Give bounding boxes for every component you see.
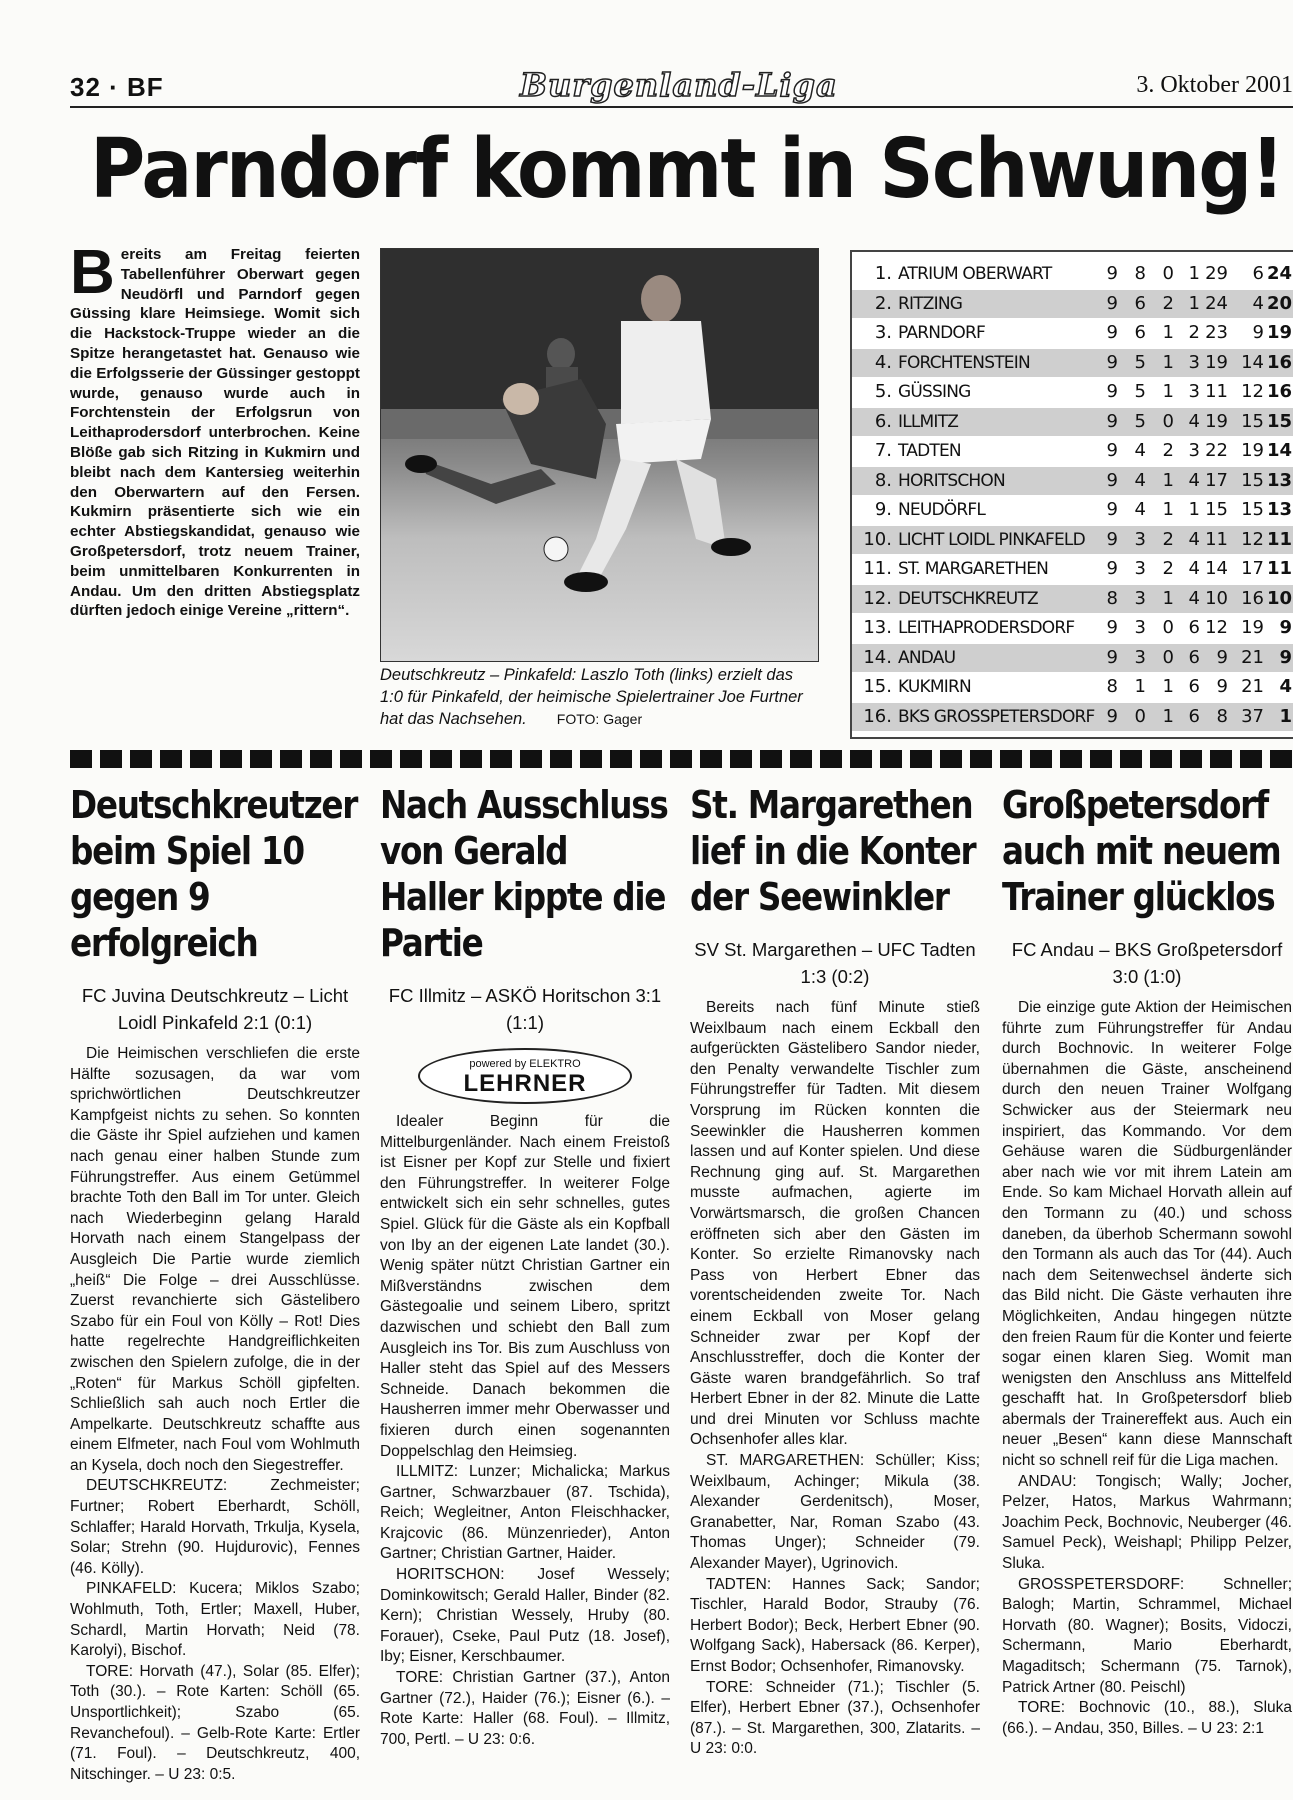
standings-gp: 8: [1106, 676, 1118, 697]
article-paragraph: Bereits nach fünf Minute stieß Weixlbaum nach einem Eckball den aufgerückten Gästelibero Sandor nieder, den Penalty verwandelte Tischler zum Führungstreffer für Tadten. Mit diesem Vorsprung im Rücken konnten die Seewinkler die Hausherren kommen lassen und auf Konter spielen. Und diese Rechnung ging auf. St. Margarethen musste aufmachen, agierte im Vorwärtsmarsch, die großen Chancen eröffneten sich aber den Gästen im Konter. So erzielte Rimanovsky nach Pass von Herbert Ebner das vorentscheidenden zweite Tor. Nach einem Eckball von Moser gelang Schneider zwar per Kopf der Anschlusstreffer, doch die Konter der Gäste waren brandgefährlich. So traf Herbert Ebner in der 82. Minute die Latte und drei Minuten vor Schluss machte Ochsenhofer alles klar.: [690, 999, 980, 1449]
standings-d: 2: [1162, 440, 1174, 461]
standings-gp: 9: [1106, 558, 1118, 579]
standings-pts: 15: [1266, 410, 1292, 432]
caption-text: Deutschkreutz – Pinkafeld: Laszlo Toth (links) erzielt das 1:0 für Pinkafeld, der heimische Spielertrainer Joe Furtner hat das Nachsehen.: [380, 666, 803, 728]
standings-gp: 9: [1106, 705, 1118, 727]
sponsor-tagline: powered by ELEKTRO: [469, 1058, 581, 1070]
standings-gf: 23: [1205, 322, 1228, 343]
standings-w: 4: [1134, 469, 1146, 491]
standings-d: 1: [1162, 351, 1174, 373]
standings-w: 5: [1134, 351, 1146, 373]
standings-gf: 11: [1205, 381, 1228, 402]
standings-pts: 11: [1266, 528, 1292, 550]
standings-team: LEITHAPRODERSDORF: [898, 618, 1075, 638]
standings-team: KUKMIRN: [898, 677, 971, 697]
lineup-away: PINKAFELD: Kucera; Miklos Szabo; Wohlmuth, Toth, Ertler; Maxell, Huber, Schardl, Martin Horvath; Neid (78. Karolyi), Bischof.: [70, 1580, 360, 1660]
standings-d: 2: [1162, 292, 1174, 314]
standings-row: [852, 319, 1293, 348]
standings-pts: 19: [1266, 322, 1292, 343]
standings-w: 3: [1134, 558, 1146, 579]
standings-pts: 24: [1266, 263, 1292, 284]
standings-team: ANDAU: [898, 647, 956, 668]
standings-gp: 9: [1106, 469, 1118, 491]
standings-w: 3: [1134, 646, 1146, 668]
standings-l: 4: [1188, 410, 1200, 432]
standings-team: ATRIUM OBERWART: [898, 264, 1052, 284]
match-result: FC Andau – BKS Großpetersdorf 3:0 (1:0): [1011, 939, 1283, 987]
standings-team: HORITSCHON: [898, 470, 1005, 491]
article-body: [380, 1112, 670, 1750]
match-photo: [380, 248, 819, 662]
standings-rank: 3.: [874, 322, 892, 343]
standings-row: [852, 496, 1293, 525]
sponsor-badge: [418, 1048, 632, 1104]
standings-pts: 13: [1266, 499, 1292, 520]
goals-summary: TORE: Christian Gartner (37.), Anton Gartner (72.), Haider (76.); Eisner (6.). – Rote Karte: Haller (68. Foul). – Illmitz, 700, Pertl. – U 23: 0:6.: [380, 1669, 670, 1748]
standings-team: ILLMITZ: [898, 411, 959, 432]
standings-team: BKS GROSSPETERSDORF: [898, 706, 1095, 727]
standings-gp: 9: [1106, 322, 1118, 343]
standings-d: 0: [1162, 646, 1174, 668]
standings-gf: 17: [1205, 469, 1228, 491]
lineup-home: ILLMITZ: Lunzer; Michalicka; Markus Gartner, Schwarzbauer (87. Tschida), Reich; Wegleitner, Anton Fleischhacker, Krajcovic (86. Münzenrieder), Anton Gartner; Christian Gartner, Haider.: [380, 1463, 670, 1563]
standings-d: 1: [1162, 676, 1174, 697]
article-title: St. Margarethen lief in die Konter der Seewinkler: [690, 783, 976, 919]
standings-ga: 37: [1241, 705, 1264, 727]
standings-pts: 16: [1266, 381, 1292, 402]
standings-ga: 15: [1241, 410, 1264, 432]
standings-pts: 16: [1266, 351, 1292, 373]
standings-l: 4: [1188, 558, 1200, 579]
standings-row: [852, 585, 1293, 614]
standings-w: 3: [1134, 617, 1146, 638]
article-body: [690, 998, 980, 1760]
standings-ga: 14: [1241, 351, 1264, 373]
drop-cap: B: [70, 238, 115, 307]
standings-l: 4: [1188, 587, 1200, 609]
standings-team: ST. MARGARETHEN: [898, 559, 1049, 579]
standings-gf: 19: [1205, 410, 1228, 432]
lead-text: ereits am Freitag feierten Tabellenführer Oberwart gegen Neudörfl und Parndorf gegen Güssing klare Heimsiege. Womit sich die Hackstock-Truppe wieder an die Spitze herangetastet hat. Genauso wie die Erfolgsserie der Güssinger gestoppt wurde, genauso wurde auch in Forchtenstein der Erfolgsrun von Leithaprodersdorf unterbrochen. Keine Blöße gab sich Ritzing in Kukmirn und bleibt nach dem Kantersieg weiterhin den Oberwartern auf den Fersen. Kukmirn präsentierte sich wie ein echter Abstiegskandidat, genauso wie Großpetersdorf, trotz neuem Trainer, beim unmittelbaren Konkurrenten in Andau. Um den dritten Abstiegsplatz dürften jedoch einige Vereine „rittern“.: [70, 246, 360, 620]
standings-d: 1: [1162, 705, 1174, 727]
standings-table: [850, 250, 1293, 739]
standings-row: [852, 260, 1293, 289]
standings-gp: 9: [1106, 499, 1118, 520]
standings-d: 2: [1162, 558, 1174, 579]
goals-summary: TORE: Horvath (47.), Solar (85. Elfer); Toth (30.). – Rote Karten: Schöll (65. Unsportlichkeit); Szabo (65. Revanchefoul). – Gelb-Rote Karte: Ertler (71. Foul). – Deutschkreutz, 400, Nitschinger. – U 23: 0:5.: [70, 1662, 360, 1783]
standings-w: 6: [1134, 292, 1146, 314]
standings-rank: 11.: [863, 558, 892, 579]
standings-l: 1: [1188, 263, 1200, 284]
standings-gp: 8: [1106, 587, 1118, 609]
standings-row: [852, 644, 1293, 673]
standings-row: [852, 555, 1293, 584]
standings-team: FORCHTENSTEIN: [898, 352, 1030, 373]
standings-pts: 13: [1266, 469, 1292, 491]
standings-gf: 19: [1205, 351, 1228, 373]
standings-l: 4: [1188, 469, 1200, 491]
article-deutschkreutz: [70, 782, 360, 1785]
lineup-home: ST. MARGARETHEN: Schüller; Kiss; Weixlbaum, Achinger; Mikula (38. Alexander Gerdenitsch), Moser, Granabetter, Nar, Roman Szabo (43. Thomas Unger); Schneider (79. Alexander Mayer), Ugrinovich.: [690, 1452, 980, 1573]
match-result: FC Illmitz – ASKÖ Horitschon 3:1 (1:1): [388, 985, 662, 1033]
standings-row: [852, 408, 1293, 437]
section-title: Burgenland-Liga: [520, 66, 838, 104]
standings-team: PARNDORF: [898, 323, 985, 343]
standings-gf: 29: [1205, 263, 1228, 284]
standings-l: 6: [1188, 646, 1200, 668]
standings-ga: 6: [1252, 263, 1264, 284]
standings-team: TADTEN: [898, 441, 961, 461]
standings-gf: 9: [1216, 676, 1228, 697]
standings-team: RITZING: [898, 293, 963, 314]
standings-w: 6: [1134, 322, 1146, 343]
article-grosspetersdorf: [1002, 782, 1292, 1739]
standings-d: 0: [1162, 410, 1174, 432]
standings-w: 4: [1134, 440, 1146, 461]
standings-l: 2: [1188, 322, 1200, 343]
sponsor-name: LEHRNER: [463, 1070, 587, 1097]
standings-gf: 9: [1216, 646, 1228, 668]
standings-l: 6: [1188, 617, 1200, 638]
standings-rank: 12.: [863, 587, 892, 609]
article-title: Großpetersdorf auch mit neuem Trainer glücklos: [1002, 783, 1281, 919]
standings-w: 1: [1134, 676, 1146, 697]
standings-pts: 14: [1266, 440, 1292, 461]
lineup-home: DEUTSCHKREUTZ: Zechmeister; Furtner; Robert Eberhardt, Schöll, Schlaffer; Harald Horvath, Trkulja, Kysela, Solar; Strehn (90. Hujdurovic), Fennes (46. Kölly).: [70, 1477, 360, 1577]
standings-l: 6: [1188, 705, 1200, 727]
standings-rank: 15.: [863, 676, 892, 697]
standings-d: 1: [1162, 322, 1174, 343]
standings-row: [852, 673, 1293, 702]
standings-w: 5: [1134, 410, 1146, 432]
page-headline: Parndorf kommt in Schwung!: [90, 122, 1283, 217]
standings-row: [852, 703, 1293, 732]
standings-d: 1: [1162, 381, 1174, 402]
standings-row: [852, 526, 1293, 555]
standings-ga: 21: [1241, 676, 1264, 697]
standings-gf: 8: [1216, 705, 1228, 727]
article-paragraph: Die einzige gute Aktion der Heimischen führte zum Führungstreffer für Andau durch Bochnovic. In weiterer Folge übernahmen die Gäste, anscheinend durch den neuen Trainer Wolfgang Schwicker aus der Steiermark neu inspiriert, das Kommando. Vor dem Gehäuse waren die Südburgenländer aber nach wie vor mit ihrem Latein am Ende. So kam Michael Horvath allein auf den Tormann zu (40.) und schoss daneben, da überhob Schermann sowohl den Tormann als auch das Tor (44). Auch nach dem Seitenwechsel änderte sich das Bild nicht. Die Gäste verhauten ihre Möglichkeiten, Andau hingegen nützte den freien Raum für die Konter und feierte sogar einen klaren Sieg. Womit man wenigsten den Anschluss ans Mittelfeld geschafft hat. In Großpetersdorf blieb abermals der Trainereffekt aus. Auch ein neuer „Besen“ kann diese Mannschaft nicht so schnell reif für die Liga machen.: [1002, 999, 1292, 1470]
standings-ga: 12: [1241, 528, 1264, 550]
standings-gp: 9: [1106, 528, 1118, 550]
standings-team: NEUDÖRFL: [898, 500, 986, 520]
standings-rank: 14.: [863, 646, 892, 668]
standings-team: DEUTSCHKREUTZ: [898, 588, 1038, 609]
standings-row: [852, 467, 1293, 496]
standings-rank: 16.: [863, 705, 892, 727]
page-header: [70, 66, 1293, 106]
standings-pts: 9: [1279, 646, 1292, 668]
standings-gp: 9: [1106, 381, 1118, 402]
standings-d: 1: [1162, 587, 1174, 609]
standings-rank: 9.: [874, 499, 892, 520]
standings-ga: 12: [1241, 381, 1264, 402]
standings-gp: 9: [1106, 351, 1118, 373]
standings-gp: 9: [1106, 646, 1118, 668]
standings-row: [852, 614, 1293, 643]
standings-rank: 7.: [874, 440, 892, 461]
standings-pts: 1: [1279, 705, 1292, 727]
standings-rank: 10.: [863, 528, 892, 550]
article-title: Nach Ausschluss von Gerald Haller kippte die Partie: [380, 783, 668, 965]
standings-ga: 15: [1241, 469, 1264, 491]
article-paragraph: Die Heimischen verschliefen die erste Hälfte sozusagen, da war vom sprichwörtlichen Deutschkreutzer Kampfgeist nichts zu sehen. So konnten die Gäste ihr Spiel aufziehen und kamen nach genau einer halben Stunde zum Führungstreffer. Aus einem Getümmel brachte Toth den Ball im Tor unter. Gleich nach Wiederbeginn gelang Harald Horvath nach einem Stangelpass der Ausgleich Die Partie wurde ziemlich „heiß“ Die Folge – drei Ausschlüsse. Zuerst revanchierte sich Gästelibero Szabo für ein Foul von Kölly – Rot! Dies hatte regelrechte Handgreiflichkeiten zwischen den Spielern zufolge, die in der „Roten“ für Markus Schöll gipfelten. Schließlich sah auch noch Ertler die Ampelkarte. Deutschkreutz schaffte aus einem Elfmeter, nach Foul vom Wohlmuth an Kysela, doch noch den Siegestreffer.: [70, 1045, 360, 1474]
standings-pts: 10: [1266, 587, 1292, 609]
standings-pts: 20: [1266, 292, 1292, 314]
standings-w: 3: [1134, 528, 1146, 550]
standings-ga: 16: [1241, 587, 1264, 609]
article-body: [1002, 998, 1292, 1739]
lineup-away: GROSSPETERSDORF: Schneller; Balogh; Martin, Schrammel, Michael Horvath (80. Wagner); Bosits, Vidoczi, Schermann, Mario Eberhardt, Magaditsch; Schermann (75. Tarnok), Patrick Artner (80. Peischl): [1002, 1575, 1292, 1696]
match-result: FC Juvina Deutschkreutz – Licht Loidl Pinkafeld 2:1 (0:1): [81, 985, 349, 1033]
standings-ga: 19: [1241, 440, 1264, 461]
photo-caption: [380, 664, 820, 730]
standings-l: 3: [1188, 440, 1200, 461]
standings-gp: 9: [1106, 440, 1118, 461]
goals-summary: TORE: Schneider (71.); Tischler (5. Elfer), Herbert Ebner (37.), Ochsenhofer (87.). – St. Margarethen, 300, Zlatarits. – U 23: 0:0.: [690, 1678, 980, 1758]
standings-gp: 9: [1106, 617, 1118, 638]
standings-ga: 21: [1241, 646, 1264, 668]
standings-d: 0: [1162, 263, 1174, 284]
standings-team: LICHT LOIDL PINKAFELD: [898, 529, 1085, 550]
lineup-home: ANDAU: Tongisch; Wally; Jocher, Pelzer, Hatos, Markus Wahrmann; Joachim Peck, Bochnovic, Neuberger (46. Samuel Peck), Weishapl; Philipp Pelzer, Sluka.: [1002, 1472, 1292, 1573]
lead-article: [70, 238, 360, 621]
standings-pts: 4: [1279, 676, 1292, 697]
standings-d: 1: [1162, 499, 1174, 520]
standings-rank: 4.: [874, 351, 892, 373]
standings-ga: 17: [1241, 558, 1264, 579]
lineup-away: HORITSCHON: Josef Wessely; Dominkowitsch; Gerald Haller, Binder (82. Kern); Christian Wessely, Hruby (80. Forauer), Cseke, Paul Putz (18. Josef), Iby; Eisner, Kerschbaumer.: [380, 1566, 670, 1666]
standings-w: 4: [1134, 499, 1146, 520]
standings-rank: 13.: [863, 617, 892, 638]
standings-pts: 9: [1279, 617, 1292, 638]
standings-w: 0: [1134, 705, 1146, 727]
standings-ga: 4: [1252, 292, 1264, 314]
standings-row: [852, 349, 1293, 378]
article-st-margarethen: [690, 782, 980, 1760]
standings-gf: 11: [1205, 528, 1228, 550]
standings-team: GÜSSING: [898, 382, 971, 402]
standings-gf: 24: [1205, 292, 1228, 314]
standings-gf: 22: [1205, 440, 1228, 461]
standings-d: 1: [1162, 469, 1174, 491]
article-paragraph: Idealer Beginn für die Mittelburgenländer. Nach einem Freistoß ist Eisner per Kopf zur Stelle und fixiert den Führungstreffer. In weiterer Folge entwickelt sich ein sehr schnelles, gutes Spiel. Glück für die Gäste als ein Kopfball von Iby an der eigenen Late landet (30.). Wenig später nützt Christian Gartner ein Mißverständns zwischen dem Gästegoalie und seinem Libero, spritzt dazwischen und schiebt den Ball zum Ausgleich ins Tor. Bis zum Auschluss von Haller steht das Spiel auf des Messers Schneide. Danach bekommen die Hausherren immer mehr Oberwasser und fixieren durch einen sogenannten Doppelschlag den Heimsieg.: [380, 1113, 670, 1460]
standings-l: 6: [1188, 676, 1200, 697]
standings-rank: 5.: [874, 381, 892, 402]
standings-gf: 12: [1205, 617, 1228, 638]
standings-gp: 9: [1106, 263, 1118, 284]
football-players-illustration: [381, 249, 818, 661]
standings-rank: 2.: [874, 292, 892, 314]
standings-row: [852, 290, 1293, 319]
standings-l: 1: [1188, 499, 1200, 520]
section-divider: [70, 750, 1293, 768]
standings-l: 3: [1188, 351, 1200, 373]
standings-gp: 9: [1106, 410, 1118, 432]
article-body: [70, 1044, 360, 1785]
standings-pts: 11: [1266, 558, 1292, 579]
article-illmitz: [380, 782, 670, 1750]
standings-d: 2: [1162, 528, 1174, 550]
standings-gf: 10: [1205, 587, 1228, 609]
page-number: 32 · BF: [70, 72, 164, 102]
standings-row: [852, 437, 1293, 466]
standings-l: 4: [1188, 528, 1200, 550]
standings-ga: 9: [1252, 322, 1264, 343]
standings-gf: 15: [1205, 499, 1228, 520]
standings-ga: 15: [1241, 499, 1264, 520]
standings-rank: 6.: [874, 410, 892, 432]
match-result: SV St. Margarethen – UFC Tadten 1:3 (0:2): [694, 939, 976, 987]
standings-gp: 9: [1106, 292, 1118, 314]
lineup-away: TADTEN: Hannes Sack; Sandor; Tischler, Harald Bodor, Strauby (76. Herbert Bodor); Beck, Herbert Ebner (90. Wolfgang Sack), Habersack (86. Kerper), Ernst Bodor; Ochsenhofer, Rimanovsky.: [690, 1575, 980, 1675]
standings-w: 3: [1134, 587, 1146, 609]
standings-l: 3: [1188, 381, 1200, 402]
photo-credit: FOTO: Gager: [556, 711, 643, 727]
standings-ga: 19: [1241, 617, 1264, 638]
standings-row: [852, 378, 1293, 407]
standings-l: 1: [1188, 292, 1200, 314]
goals-summary: TORE: Bochnovic (10., 88.), Sluka (66.). – Andau, 350, Billes. – U 23: 2:1: [1002, 1699, 1292, 1737]
standings-w: 8: [1134, 263, 1146, 284]
standings-rank: 8.: [874, 469, 892, 491]
issue-date: 3. Oktober 2001: [1136, 72, 1293, 98]
article-title: Deutschkreutzer beim Spiel 10 gegen 9 erfolgreich: [70, 783, 358, 965]
standings-w: 5: [1134, 381, 1146, 402]
standings-rank: 1.: [874, 263, 892, 284]
standings-gf: 14: [1205, 558, 1228, 579]
standings-d: 0: [1162, 617, 1174, 638]
header-rule: [70, 106, 1293, 108]
